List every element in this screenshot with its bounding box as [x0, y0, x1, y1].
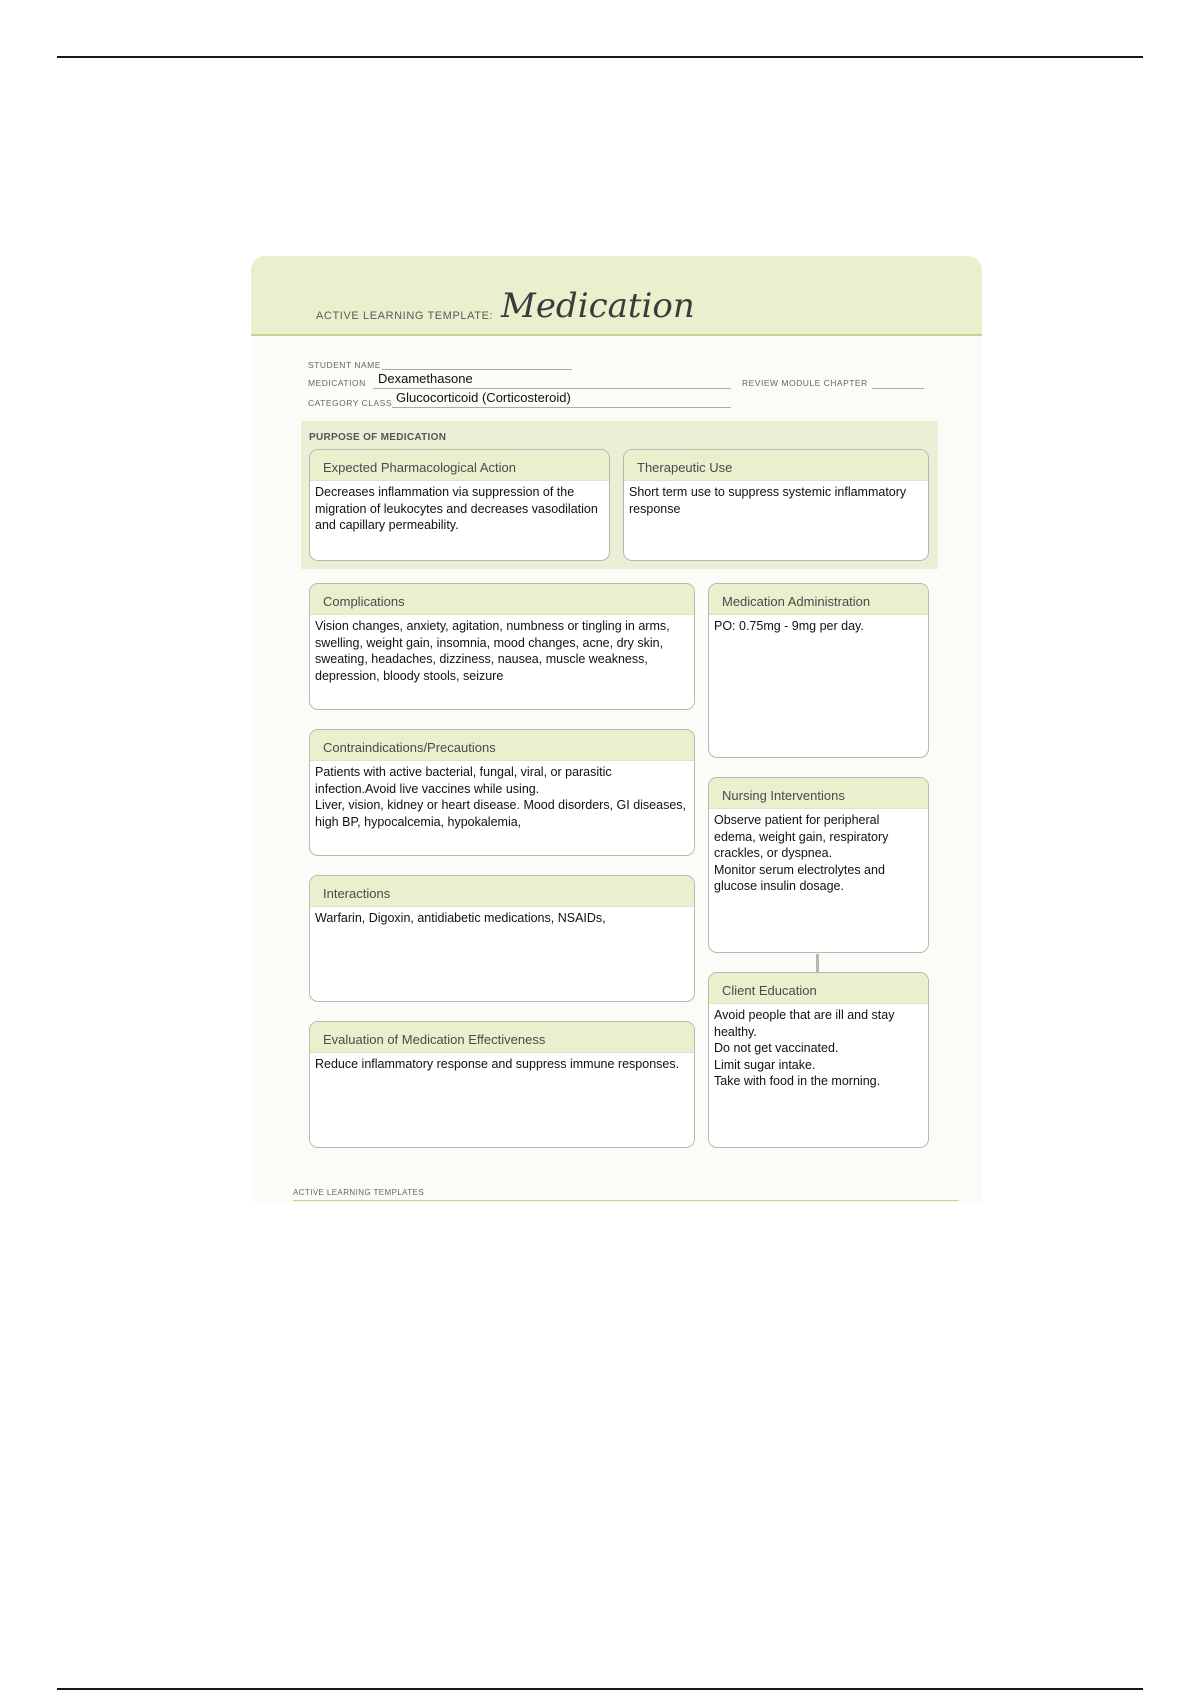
box-connector [816, 954, 819, 974]
contraindications-title: Contraindications/Precautions [310, 730, 694, 761]
pharm-action-title: Expected Pharmacological Action [310, 450, 609, 481]
medication-field[interactable]: Dexamethasone [378, 371, 473, 386]
page-top-rule [57, 56, 1143, 58]
contraindications-text-2: Liver, vision, kidney or heart disease. Mood disorders, GI diseases, high BP, hypocalcemia, hypokalemia, [315, 798, 687, 829]
student-name-label: STUDENT NAME [308, 360, 381, 370]
contraindications-text-1: Patients with active bacterial, fungal, viral, or parasitic infection.Avoid live vaccines while using. [315, 765, 612, 796]
administration-box[interactable] [708, 583, 929, 758]
client-education-text-1: Avoid people that are ill and stay healthy. [714, 1008, 895, 1039]
page-bottom-rule [57, 1688, 1143, 1690]
pharm-action-box[interactable] [309, 449, 610, 561]
complications-title: Complications [310, 584, 694, 615]
therapeutic-use-text: Short term use to suppress systemic inflammatory response [629, 485, 907, 516]
nursing-interventions-box[interactable] [708, 777, 929, 953]
nursing-interventions-title: Nursing Interventions [709, 778, 928, 809]
interactions-box[interactable] [309, 875, 695, 1002]
category-class-field[interactable]: Glucocorticoid (Corticosteroid) [396, 390, 571, 405]
pharm-action-text: Decreases inflammation via suppression of the migration of leukocytes and decreases vasodilation and capillary permeability. [315, 485, 598, 532]
client-education-text-3: Limit sugar intake. [714, 1057, 816, 1072]
evaluation-box[interactable] [309, 1021, 695, 1148]
complications-box[interactable] [309, 583, 695, 710]
client-education-text-2: Do not get vaccinated. [714, 1041, 839, 1055]
client-education-text-4: Take with food in the morning. [714, 1074, 881, 1088]
contraindications-box[interactable] [309, 729, 695, 856]
client-education-box[interactable] [708, 972, 929, 1148]
template-title: Medication [501, 286, 695, 326]
evaluation-text: Reduce inflammatory response and suppress immune responses. [315, 1057, 680, 1071]
review-module-label: REVIEW MODULE CHAPTER [742, 378, 868, 388]
client-education-title: Client Education [709, 973, 928, 1004]
complications-text: Vision changes, anxiety, agitation, numbness or tingling in arms, swelling, weight gain, insomnia, mood changes, acne, dry skin, sweating, headaches, dizziness, nausea, muscle weakness, depression, bloody stools, seizure [315, 619, 670, 683]
template-label: ACTIVE LEARNING TEMPLATE: [316, 310, 494, 322]
category-class-line [392, 407, 731, 408]
category-class-label: CATEGORY CLASS [308, 398, 392, 408]
student-name-line [382, 369, 572, 370]
nursing-interventions-text-2: Monitor serum electrolytes and glucose insulin dosage. [714, 862, 885, 893]
interactions-title: Interactions [310, 876, 694, 907]
purpose-label: PURPOSE OF MEDICATION [309, 432, 447, 443]
therapeutic-use-title: Therapeutic Use [624, 450, 928, 481]
medication-template-sheet [251, 256, 982, 1202]
medication-line [373, 388, 731, 389]
review-module-line [872, 388, 924, 389]
footer-label: ACTIVE LEARNING TEMPLATES [293, 1188, 425, 1197]
therapeutic-use-box[interactable] [623, 449, 929, 561]
footer-line [293, 1200, 959, 1201]
administration-text: PO: 0.75mg - 9mg per day. [714, 619, 864, 633]
evaluation-title: Evaluation of Medication Effectiveness [310, 1022, 694, 1053]
interactions-text: Warfarin, Digoxin, antidiabetic medications, NSAIDs, [315, 911, 606, 925]
medication-label: MEDICATION [308, 378, 366, 388]
template-header [251, 256, 982, 336]
administration-title: Medication Administration [709, 584, 928, 615]
nursing-interventions-text-1: Observe patient for peripheral edema, weight gain, respiratory crackles, or dyspnea. [714, 813, 889, 860]
